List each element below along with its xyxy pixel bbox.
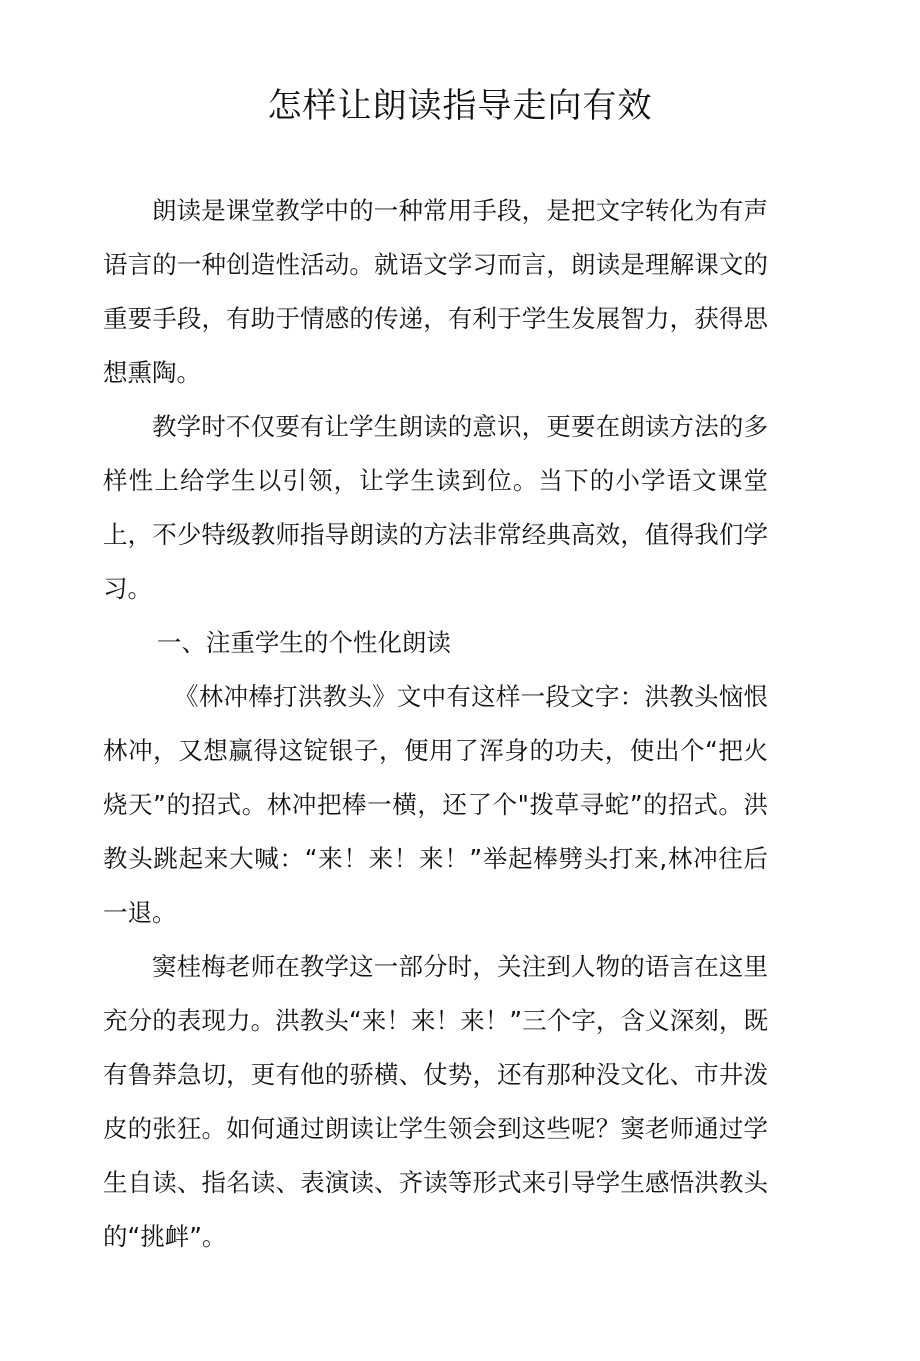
paragraph-analysis: 窦桂梅老师在教学这一部分时，关注到人物的语言在这里充分的表现力。洪教头“来！来！来！”三个字，含义深刻，既有鲁莽急切，更有他的骄横、仗势，还有那种没文化、市井泼皮的张狂。如何通过朗读让学生领会到这些呢？窦老师通过学生自读、指名读、表演读、齐读等形式来引导学生感悟洪教头的“挑衅”。 — [103, 952, 768, 1251]
document-body — [103, 184, 768, 1264]
paragraph-quote: 《林冲棒打洪教头》文中有这样一段文字：洪教头恼恨林冲，又想赢得这锭银子，便用了浑身的功夫，使出个“把火烧天”的招式。林冲把棒一横，还了个"拨草寻蛇”的招式。洪教头跳起来大喊：“来！来！来！”举起棒劈头打来,林冲往后一退。 — [103, 682, 768, 927]
paragraph-teaching: 教学时不仅要有让学生朗读的意识，更要在朗读方法的多样性上给学生以引领，让学生读到位。当下的小学语文课堂上，不少特级教师指导朗读的方法非常经典高效，值得我们学习。 — [103, 412, 768, 603]
paragraph-intro: 朗读是课堂教学中的一种常用手段，是把文字转化为有声语言的一种创造性活动。就语文学习而言，朗读是理解课文的重要手段，有助于情感的传递，有利于学生发展智力，获得思想熏陶。 — [103, 196, 768, 387]
page-title: 怎样让朗读指导走向有效 — [267, 86, 653, 126]
section-heading: 一、注重学生的个性化朗读 — [156, 628, 451, 657]
